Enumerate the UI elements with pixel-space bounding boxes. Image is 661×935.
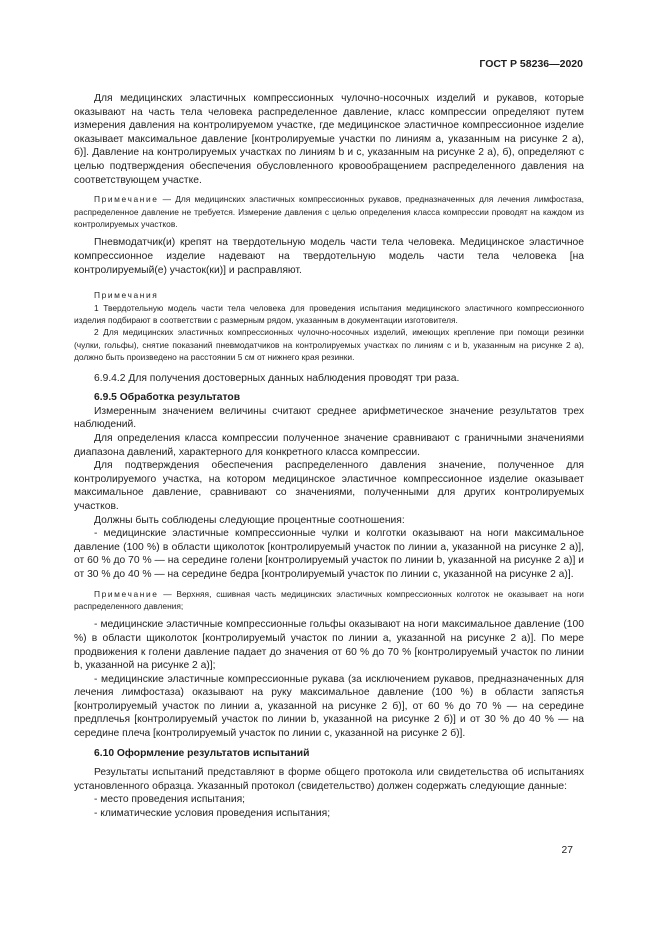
section-heading: 6.10 Оформление результатов испытаний (94, 747, 310, 759)
page-number: 27 (561, 845, 573, 856)
note-text: — Верхняя, сшивная часть медицинских эластичных компрессионных колготок не оказывает на ноги распределенного давления; (74, 588, 584, 611)
paragraph: Для медицинских эластичных компрессионных чулочно-носочных изделий и рукавов, которые оказывают на часть тела человека распределенное давление, класс компрессии определяют путем измерения давления на контролируемом участке, где медицинское эластичное компрессионное изделие оказывает максимальное давление [контролируемые участки по линиям a, указанным на рисунке 2 а), б)]. Давление на контролируемых участках по линиям b и c, указанным на рисунке 2 а), б), определяют с целью подтверждения обеспечения обусловленного кровообращением распределенного давления на соответствующем участке. (74, 93, 584, 186)
list-item: - климатические условия проведения испытания; (94, 808, 331, 820)
paragraph: Для определения класса компрессии полученное значение сравнивают с граничными значениями диапазона давлений, характерного для конкретного класса компрессии. (74, 432, 584, 458)
list-item: - медицинские эластичные компрессионные чулки и колготки оказывают на ноги максимальное давление (100 %) в области щиколоток [контролируемый участок по линии a, указанной на рисунке 2 а)], от 60 % до 70 % — на середине голени [контролируемый участок по линии b, указанной на рисунке 2 а)] и от 30 % до 40 % — на середине бедра [контролируемый участок по линии c, указанной на рисунке 2 а)]. (74, 528, 584, 580)
paragraph: 6.9.4.2 Для получения достоверных данных наблюдения проводят три раза. (94, 372, 460, 384)
document-body (74, 92, 584, 821)
section-heading: 6.9.5 Обработка результатов (94, 392, 241, 404)
note-text: — Для медицинских эластичных компрессионных рукавов, предназначенных для лечения лимфостаза, распределенное давление не требуется. Измерение давления с целью определения класса компрессии проводят на каждом из контролируемых участков. (74, 194, 584, 229)
paragraph: Для подтверждения обеспечения распределенного давления значение, полученное для контролируемого участка, на котором медицинское эластичное компрессионное изделие оказывает максимальное давление, сравнивают со значениями, полученными для других контролируемых участков. (74, 460, 584, 512)
paragraph: Должны быть соблюдены следующие процентные соотношения: (94, 514, 405, 526)
note (74, 193, 584, 230)
list (74, 618, 584, 740)
list-item: - медицинские эластичные компрессионные гольфы оказывают на ноги максимальное давление (100 %) в области щиколоток [контролируемый участок по линии a, указанной на рисунке 2 а)]. По мере продвижения к голени давление падает до значения от 60 % до 70 % [контролируемый участок по линии b, указанной на рисунке 2 а)]; (74, 619, 584, 672)
paragraph: Пневмодатчик(и) крепят на твердотельную модель части тела человека. Медицинское эластичное компрессионное изделие надевают на твердотельную модель части тела человека [на контролируемый(е) участок(ки)] и расправляют. (74, 237, 584, 276)
note-label: Примечания (94, 290, 159, 301)
note (74, 588, 584, 613)
note-item: 2 Для медицинских эластичных компрессионных чулочно-носочных изделий, имеющих крепление при помощи резинки (чулки, гольфы), снятие показаний пневмодатчиков на контролируемых участках по линиям c и b, указанным на рисунке 2 а), должно быть произведено на расстоянии 5 см от нижнего края резинки. (74, 327, 584, 363)
note-item: 1 Твердотельную модель части тела человека для проведения испытания медицинского эластичного компрессионного изделия подбирают в соответствии с размерным рядом, указанным в документации изготовителя. (74, 302, 584, 325)
document-id: ГОСТ Р 58236—2020 (479, 58, 583, 70)
note-label: Примечание (94, 588, 159, 599)
notes-heading (74, 289, 584, 301)
list (74, 527, 584, 581)
note-label: Примечание (94, 194, 159, 205)
list-item: - медицинские эластичные компрессионные рукава (за исключением рукавов, предназначенных для лечения лимфостаза) оказывают на руку максимальное давление (100 %) в области запястья [контролируемый участок по линии a, указанной на рисунке 2 б)], от 60 % до 70 % — на середине предплечья [контролируемый участок по линии b, указанной на рисунке 2 б)] и от 30 % до 40 % — на середине плеча [контролируемый участок по линии c, указанной на рисунке 2 б)]. (74, 673, 584, 740)
list-item: - место проведения испытания; (94, 794, 246, 806)
paragraph: Измеренным значением величины считают среднее арифметическое значение результатов трех наблюдений. (74, 405, 584, 431)
paragraph: Результаты испытаний представляют в форме общего протокола или свидетельства об испытаниях установленного образца. Указанный протокол (свидетельство) должен содержать следующие данные: (74, 767, 584, 792)
list (74, 793, 584, 820)
